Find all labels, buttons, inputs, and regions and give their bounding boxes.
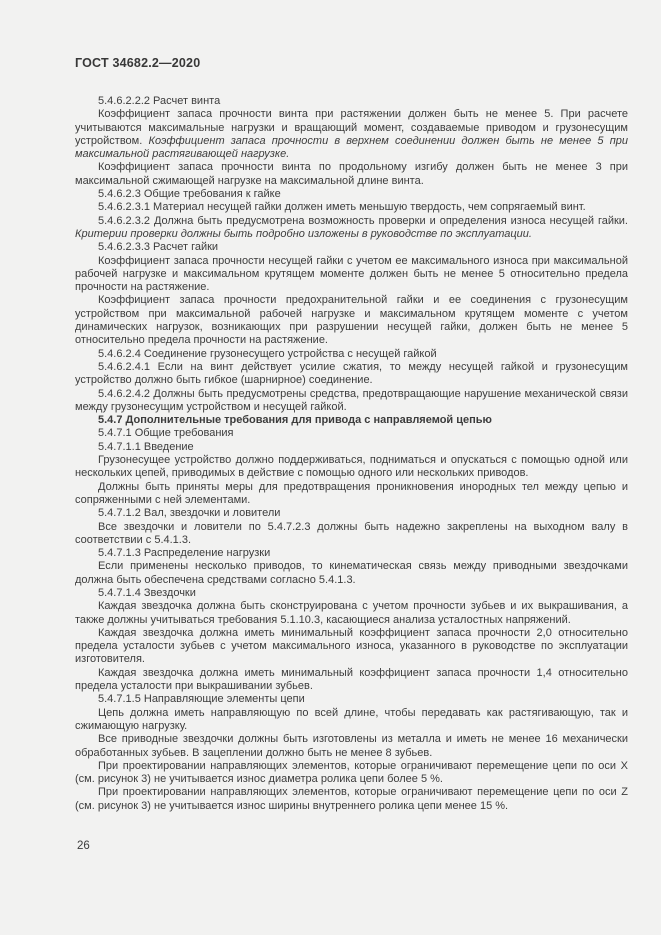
paragraph bbox=[75, 667, 628, 694]
paragraph bbox=[75, 161, 628, 188]
paragraph bbox=[75, 481, 628, 508]
paragraph bbox=[75, 560, 628, 587]
text-run: Коэффициент запаса прочности в верхнем соединении должен быть не менее 5 при максимальной растягивающей нагрузке. bbox=[75, 134, 628, 161]
text-run: 5.4.6.2.4 Соединение грузонесущего устройства с несущей гайкой bbox=[98, 347, 437, 360]
paragraph bbox=[75, 454, 628, 481]
text-run: 5.4.6.2.4.2 Должны быть предусмотрены средства, предотвращающие нарушение механической связи между грузонесущим устройством и несущей гайкой. bbox=[75, 387, 628, 413]
paragraph bbox=[75, 241, 628, 254]
text-run: 5.4.6.2.3.1 Материал несущей гайки должен иметь меньшую твердость, чем сопрягаемый винт. bbox=[98, 201, 586, 214]
paragraph bbox=[75, 600, 628, 627]
paragraph bbox=[75, 507, 628, 520]
page-body bbox=[75, 95, 628, 813]
text-run: 5.4.7.1 Общие требования bbox=[98, 427, 234, 440]
paragraph bbox=[75, 627, 628, 667]
paragraph bbox=[75, 427, 628, 440]
text-run: 5.4.7.1.5 Направляющие элементы цепи bbox=[98, 693, 305, 706]
text-run: Цепь должна иметь направляющую по всей длине, чтобы передавать как растягивающую, так и сжимающую нагрузку. bbox=[75, 706, 628, 732]
paragraph bbox=[75, 361, 628, 388]
text-run: 5.4.6.2.3.2 Должна быть предусмотрена возможность проверки и определения износа несущей гайки. bbox=[98, 214, 628, 227]
paragraph bbox=[75, 441, 628, 454]
text-run: Если применены несколько приводов, то кинематическая связь между приводными звездочками должна быть обеспечена средствами согласно 5.4.1.3. bbox=[75, 560, 628, 586]
text-run: Грузонесущее устройство должно поддерживаться, подниматься и опускаться с помощью одной или нескольких цепей, приводимых в действие с помощью одного или нескольких приводов. bbox=[75, 454, 628, 480]
paragraph bbox=[75, 201, 628, 214]
text-run: Коэффициент запаса прочности несущей гайки с учетом ее максимального износа при максимальной рабочей нагрузке и максимальном крутящем моменте должен быть не менее 5 относительно предела прочности на растяжение. bbox=[75, 254, 628, 294]
text-run: Каждая звездочка должна быть сконструирована с учетом прочности зубьев и их выкрашивания, а также должны учитываться требования 5.1.10.3, касающиеся анализа усталостных напряжений. bbox=[75, 600, 628, 626]
text-run: Каждая звездочка должна иметь минимальный коэффициент запаса прочности 2,0 относительно предела усталости зубьев с учетом максимального износа, указанного в руководстве по эксплуатации изготовителя. bbox=[75, 626, 628, 666]
text-run: 5.4.7.1.3 Распределение нагрузки bbox=[98, 547, 271, 560]
text-run: Все приводные звездочки должны быть изготовлены из металла и иметь не менее 16 механически обработанных зубьев. В зацеплении должно быть не менее 8 зубьев. bbox=[75, 733, 628, 759]
paragraph bbox=[75, 348, 628, 361]
paragraph bbox=[75, 707, 628, 734]
paragraph bbox=[75, 733, 628, 760]
text-run: 5.4.7.1.1 Введение bbox=[98, 440, 194, 453]
paragraph bbox=[75, 547, 628, 560]
paragraph bbox=[75, 414, 628, 427]
text-run: 5.4.6.2.4.1 Если на винт действует усилие сжатия, то между несущей гайкой и грузонесущим устройство должно быть гибкое (шарнирное) соединение. bbox=[75, 360, 628, 387]
text-run: 5.4.7 Дополнительные требования для привода с направляемой цепью bbox=[98, 414, 492, 427]
text-run: При проектировании направляющих элементов, которые ограничивают перемещение цепи по оси X (см. рисунок 3) не учитывается износ диаметра ролика цепи более 5 %. bbox=[75, 759, 628, 786]
text-run: 5.4.6.2.2.2 Расчет винта bbox=[98, 95, 221, 107]
paragraph bbox=[75, 786, 628, 813]
paragraph bbox=[75, 760, 628, 787]
text-run: 5.4.7.1.2 Вал, звездочки и ловители bbox=[98, 507, 281, 520]
paragraph bbox=[75, 108, 628, 161]
text-run: Каждая звездочка должна иметь минимальный коэффициент запаса прочности 1,4 относительно предела усталости при выкрашивании зубьев. bbox=[75, 666, 628, 693]
page-number: 26 bbox=[77, 840, 90, 852]
text-run: 5.4.6.2.3 Общие требования к гайке bbox=[98, 188, 281, 201]
text-run: Коэффициент запаса прочности предохранительной гайки и ее соединения с грузонесущим устройством при максимальной рабочей нагрузке и максимальном крутящем моменте с учетом динамических нагрузок, возникающих при разрушении несущей гайки, должен быть не менее 5 относительно предела прочности на растяжение. bbox=[75, 294, 628, 347]
paragraph bbox=[75, 255, 628, 295]
text-run: При проектировании направляющих элементов, которые ограничивают перемещение цепи по оси Z (см. рисунок 3) не учитывается износ ширины внутреннего ролика цепи менее 15 %. bbox=[75, 786, 628, 812]
text-run: Должны быть приняты меры для предотвращения проникновения инородных тел между цепью и сопряженными с ней элементами. bbox=[75, 480, 628, 506]
paragraph bbox=[75, 188, 628, 201]
document-header-standard-number: ГОСТ 34682.2—2020 bbox=[75, 56, 201, 70]
paragraph bbox=[75, 294, 628, 347]
text-run: 5.4.7.1.4 Звездочки bbox=[98, 586, 196, 599]
text-run: Коэффициент запаса прочности винта при растяжении должен быть не менее 5. При расчете учитываются максимальные нагрузки и вращающий момент, создаваемые приводом и грузонесущим устройством. bbox=[75, 108, 628, 147]
text-run: Коэффициент запаса прочности винта по продольному изгибу должен быть не менее 3 при максимальной сжимающей нагрузке на максимальной длине винта. bbox=[75, 161, 628, 187]
paragraph bbox=[75, 388, 628, 415]
paragraph bbox=[75, 215, 628, 242]
text-run: 5.4.6.2.3.3 Расчет гайки bbox=[98, 241, 219, 254]
text-run: Критерии проверки должны быть подробно изложены в руководстве по эксплуатации. bbox=[75, 227, 532, 240]
paragraph bbox=[75, 693, 628, 706]
paragraph bbox=[75, 521, 628, 548]
paragraph bbox=[75, 587, 628, 600]
paragraph bbox=[75, 95, 628, 108]
text-run: Все звездочки и ловители по 5.4.7.2.3 должны быть надежно закреплены на выходном валу в соответствии с 5.4.1.3. bbox=[75, 520, 628, 546]
